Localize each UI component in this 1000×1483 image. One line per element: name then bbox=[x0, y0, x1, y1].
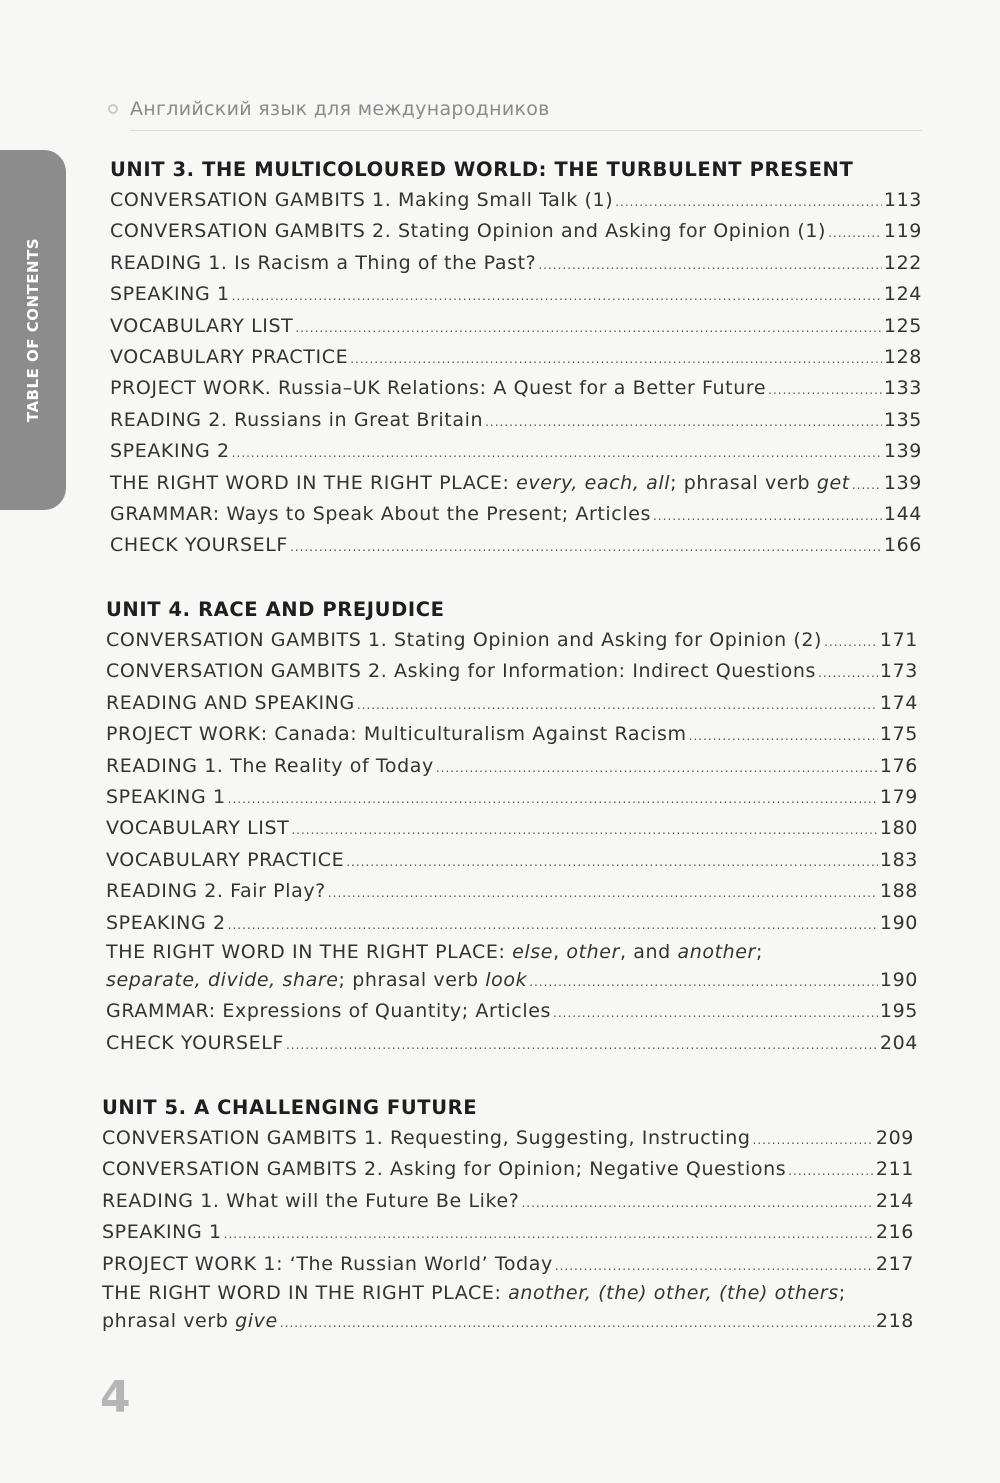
entry-title: SPEAKING 2 bbox=[110, 440, 230, 463]
dot-leader bbox=[689, 721, 878, 752]
entry-page: 174 bbox=[879, 691, 918, 714]
toc-entry[interactable] bbox=[106, 996, 918, 1027]
header-rule bbox=[130, 130, 922, 131]
dot-leader bbox=[228, 910, 878, 941]
toc-entry[interactable] bbox=[110, 405, 922, 436]
entry-page: 176 bbox=[879, 754, 918, 777]
entry-page: 128 bbox=[883, 345, 922, 368]
entry-title: THE RIGHT WORD IN THE RIGHT PLACE: every, each, all; phrasal verb get bbox=[110, 471, 850, 494]
dot-leader bbox=[357, 690, 878, 721]
entry-title: SPEAKING 2 bbox=[106, 911, 226, 934]
entry-page: 166 bbox=[883, 534, 922, 557]
unit-title: UNIT 3. THE MULTICOLOURED WORLD: THE TURBULENT PRESENT bbox=[110, 158, 854, 181]
entry-title: GRAMMAR: Ways to Speak About the Present; Articles bbox=[110, 502, 652, 525]
entry-page: 139 bbox=[883, 440, 922, 463]
toc-entry[interactable] bbox=[102, 1249, 914, 1280]
entry-title: READING 2. Fair Play? bbox=[106, 880, 326, 903]
entry-page: 144 bbox=[883, 502, 922, 525]
dot-leader bbox=[538, 250, 882, 281]
dot-leader bbox=[328, 878, 878, 909]
entry-title: PROJECT WORK: Canada: Multiculturalism Against Racism bbox=[106, 723, 687, 746]
dot-leader bbox=[295, 313, 882, 344]
toc-entry[interactable] bbox=[106, 782, 918, 813]
entry-title: VOCABULARY PRACTICE bbox=[110, 345, 349, 368]
entry-title: VOCABULARY PRACTICE bbox=[106, 848, 345, 871]
entry-title: GRAMMAR: Expressions of Quantity; Articles bbox=[106, 1000, 552, 1023]
entry-page: 180 bbox=[879, 817, 918, 840]
entry-title: CONVERSATION GAMBITS 2. Stating Opinion and Asking for Opinion (1) bbox=[110, 220, 827, 243]
toc-entry[interactable] bbox=[106, 813, 918, 844]
dot-leader bbox=[224, 1219, 874, 1250]
running-header bbox=[108, 98, 550, 120]
entry-page: 216 bbox=[875, 1221, 914, 1244]
unit-5-section bbox=[102, 1096, 914, 1337]
entry-page: 122 bbox=[883, 251, 922, 274]
entry-page: 135 bbox=[883, 408, 922, 431]
entry-page: 113 bbox=[883, 189, 922, 211]
entry-page: 173 bbox=[879, 660, 918, 683]
dot-leader bbox=[555, 1251, 874, 1282]
entry-page: 190 bbox=[879, 968, 918, 991]
toc-entry[interactable] bbox=[110, 373, 922, 404]
dot-leader bbox=[828, 218, 882, 249]
dot-leader bbox=[291, 815, 878, 846]
toc-entry[interactable] bbox=[106, 656, 918, 687]
entry-page: 133 bbox=[883, 377, 922, 400]
entry-title: SPEAKING 1 bbox=[102, 1221, 222, 1244]
toc-entry[interactable] bbox=[110, 499, 922, 530]
entry-title: PROJECT WORK 1: ‘The Russian World’ Today bbox=[102, 1252, 553, 1275]
entry-page: 217 bbox=[875, 1252, 914, 1275]
dot-leader bbox=[350, 344, 882, 375]
entry-page: 183 bbox=[879, 848, 918, 871]
entry-title: separate, divide, share; phrasal verb look bbox=[106, 968, 528, 991]
entry-page: 214 bbox=[875, 1189, 914, 1212]
dot-leader bbox=[852, 470, 882, 501]
dot-leader bbox=[521, 1188, 873, 1219]
unit-title: UNIT 4. RACE AND PREJUDICE bbox=[106, 598, 445, 621]
entry-title: VOCABULARY LIST bbox=[110, 314, 294, 337]
toc-entry[interactable] bbox=[110, 342, 922, 373]
entry-page: 195 bbox=[879, 1000, 918, 1023]
entry-title: THE RIGHT WORD IN THE RIGHT PLACE: another, (the) other, (the) others; bbox=[102, 1281, 846, 1304]
dot-leader bbox=[529, 967, 878, 998]
dot-leader bbox=[824, 627, 878, 658]
dot-leader bbox=[615, 187, 882, 218]
dot-leader bbox=[788, 1156, 874, 1187]
entry-title: READING 1. Is Racism a Thing of the Past? bbox=[110, 251, 537, 274]
entry-page: 218 bbox=[875, 1309, 914, 1332]
dot-leader bbox=[232, 438, 882, 469]
dot-leader bbox=[485, 407, 882, 438]
toc-entry[interactable] bbox=[106, 1028, 918, 1059]
toc-entry[interactable] bbox=[110, 468, 922, 499]
dot-leader bbox=[553, 998, 878, 1029]
toc-entry[interactable] bbox=[102, 1186, 914, 1217]
entry-page: 209 bbox=[875, 1127, 914, 1149]
toc-entry[interactable] bbox=[110, 248, 922, 279]
dot-leader bbox=[346, 847, 878, 878]
toc-entry-first-line[interactable] bbox=[102, 1280, 914, 1306]
entry-page: 171 bbox=[879, 629, 918, 651]
unit-4-section bbox=[106, 598, 918, 1059]
entry-title: phrasal verb give bbox=[102, 1309, 278, 1332]
entry-title: READING 1. The Reality of Today bbox=[106, 754, 434, 777]
dot-leader bbox=[818, 658, 878, 689]
side-tab bbox=[0, 150, 66, 510]
unit-title: UNIT 5. A CHALLENGING FUTURE bbox=[102, 1096, 478, 1119]
toc-entry[interactable] bbox=[106, 876, 918, 907]
entry-page: 188 bbox=[879, 880, 918, 903]
entry-page: 190 bbox=[879, 911, 918, 934]
entry-title: READING AND SPEAKING bbox=[106, 691, 355, 714]
entry-page: 179 bbox=[879, 785, 918, 808]
toc-entry[interactable] bbox=[102, 1154, 914, 1185]
entry-title: CONVERSATION GAMBITS 1. Stating Opinion and Asking for Opinion (2) bbox=[106, 629, 823, 651]
page-number: 4 bbox=[100, 1372, 131, 1423]
entry-title: THE RIGHT WORD IN THE RIGHT PLACE: else, other, and another; bbox=[106, 940, 763, 963]
unit-3-section bbox=[110, 158, 922, 562]
toc-entry[interactable] bbox=[110, 436, 922, 467]
toc-entry[interactable] bbox=[106, 625, 918, 656]
entry-title: CONVERSATION GAMBITS 2. Asking for Opinion; Negative Questions bbox=[102, 1158, 787, 1181]
dot-leader bbox=[280, 1308, 874, 1339]
entry-page: 119 bbox=[883, 220, 922, 243]
side-tab-label: TABLE OF CONTENTS bbox=[24, 237, 42, 423]
entry-page: 204 bbox=[879, 1031, 918, 1054]
entry-page: 124 bbox=[883, 283, 922, 306]
toc-entry[interactable] bbox=[106, 719, 918, 750]
entry-title: READING 1. What will the Future Be Like? bbox=[102, 1189, 520, 1212]
dot-leader bbox=[768, 375, 882, 406]
toc-entry[interactable] bbox=[106, 751, 918, 782]
entry-title: CONVERSATION GAMBITS 1. Requesting, Suggesting, Instructing bbox=[102, 1127, 751, 1149]
running-header-text: Английский язык для международников bbox=[130, 98, 550, 120]
entry-title: VOCABULARY LIST bbox=[106, 817, 290, 840]
dot-leader bbox=[286, 1030, 878, 1061]
toc-entry[interactable] bbox=[106, 845, 918, 876]
entry-title: CHECK YOURSELF bbox=[106, 1031, 284, 1054]
entry-title: CONVERSATION GAMBITS 1. Making Small Talk (1) bbox=[110, 189, 614, 211]
entry-page: 139 bbox=[883, 471, 922, 494]
toc-entry[interactable] bbox=[106, 965, 918, 996]
toc-entry[interactable] bbox=[102, 1217, 914, 1248]
entry-title: SPEAKING 1 bbox=[110, 283, 230, 306]
toc-entry[interactable] bbox=[110, 311, 922, 342]
toc-entry[interactable] bbox=[102, 1123, 914, 1154]
entry-title: CHECK YOURSELF bbox=[110, 534, 288, 557]
dot-leader bbox=[290, 532, 882, 563]
toc-entry-first-line[interactable] bbox=[106, 939, 918, 965]
dot-leader bbox=[753, 1125, 874, 1156]
dot-leader bbox=[232, 281, 882, 312]
dot-leader bbox=[436, 753, 878, 784]
entry-title: CONVERSATION GAMBITS 2. Asking for Information: Indirect Questions bbox=[106, 660, 817, 683]
toc-entry[interactable] bbox=[110, 185, 922, 216]
toc-entry[interactable] bbox=[106, 688, 918, 719]
toc-entry[interactable] bbox=[110, 216, 922, 247]
toc-entry[interactable] bbox=[110, 530, 922, 561]
toc-entry[interactable] bbox=[102, 1306, 914, 1337]
toc-entry[interactable] bbox=[106, 908, 918, 939]
dot-leader bbox=[653, 501, 882, 532]
entry-page: 211 bbox=[875, 1158, 914, 1181]
entry-title: SPEAKING 1 bbox=[106, 785, 226, 808]
toc-entry[interactable] bbox=[110, 279, 922, 310]
dot-leader bbox=[228, 784, 878, 815]
entry-page: 175 bbox=[879, 723, 918, 746]
entry-title: READING 2. Russians in Great Britain bbox=[110, 408, 484, 431]
entry-page: 125 bbox=[883, 314, 922, 337]
bullet-icon bbox=[108, 104, 118, 114]
entry-title: PROJECT WORK. Russia–UK Relations: A Quest for a Better Future bbox=[110, 377, 767, 400]
